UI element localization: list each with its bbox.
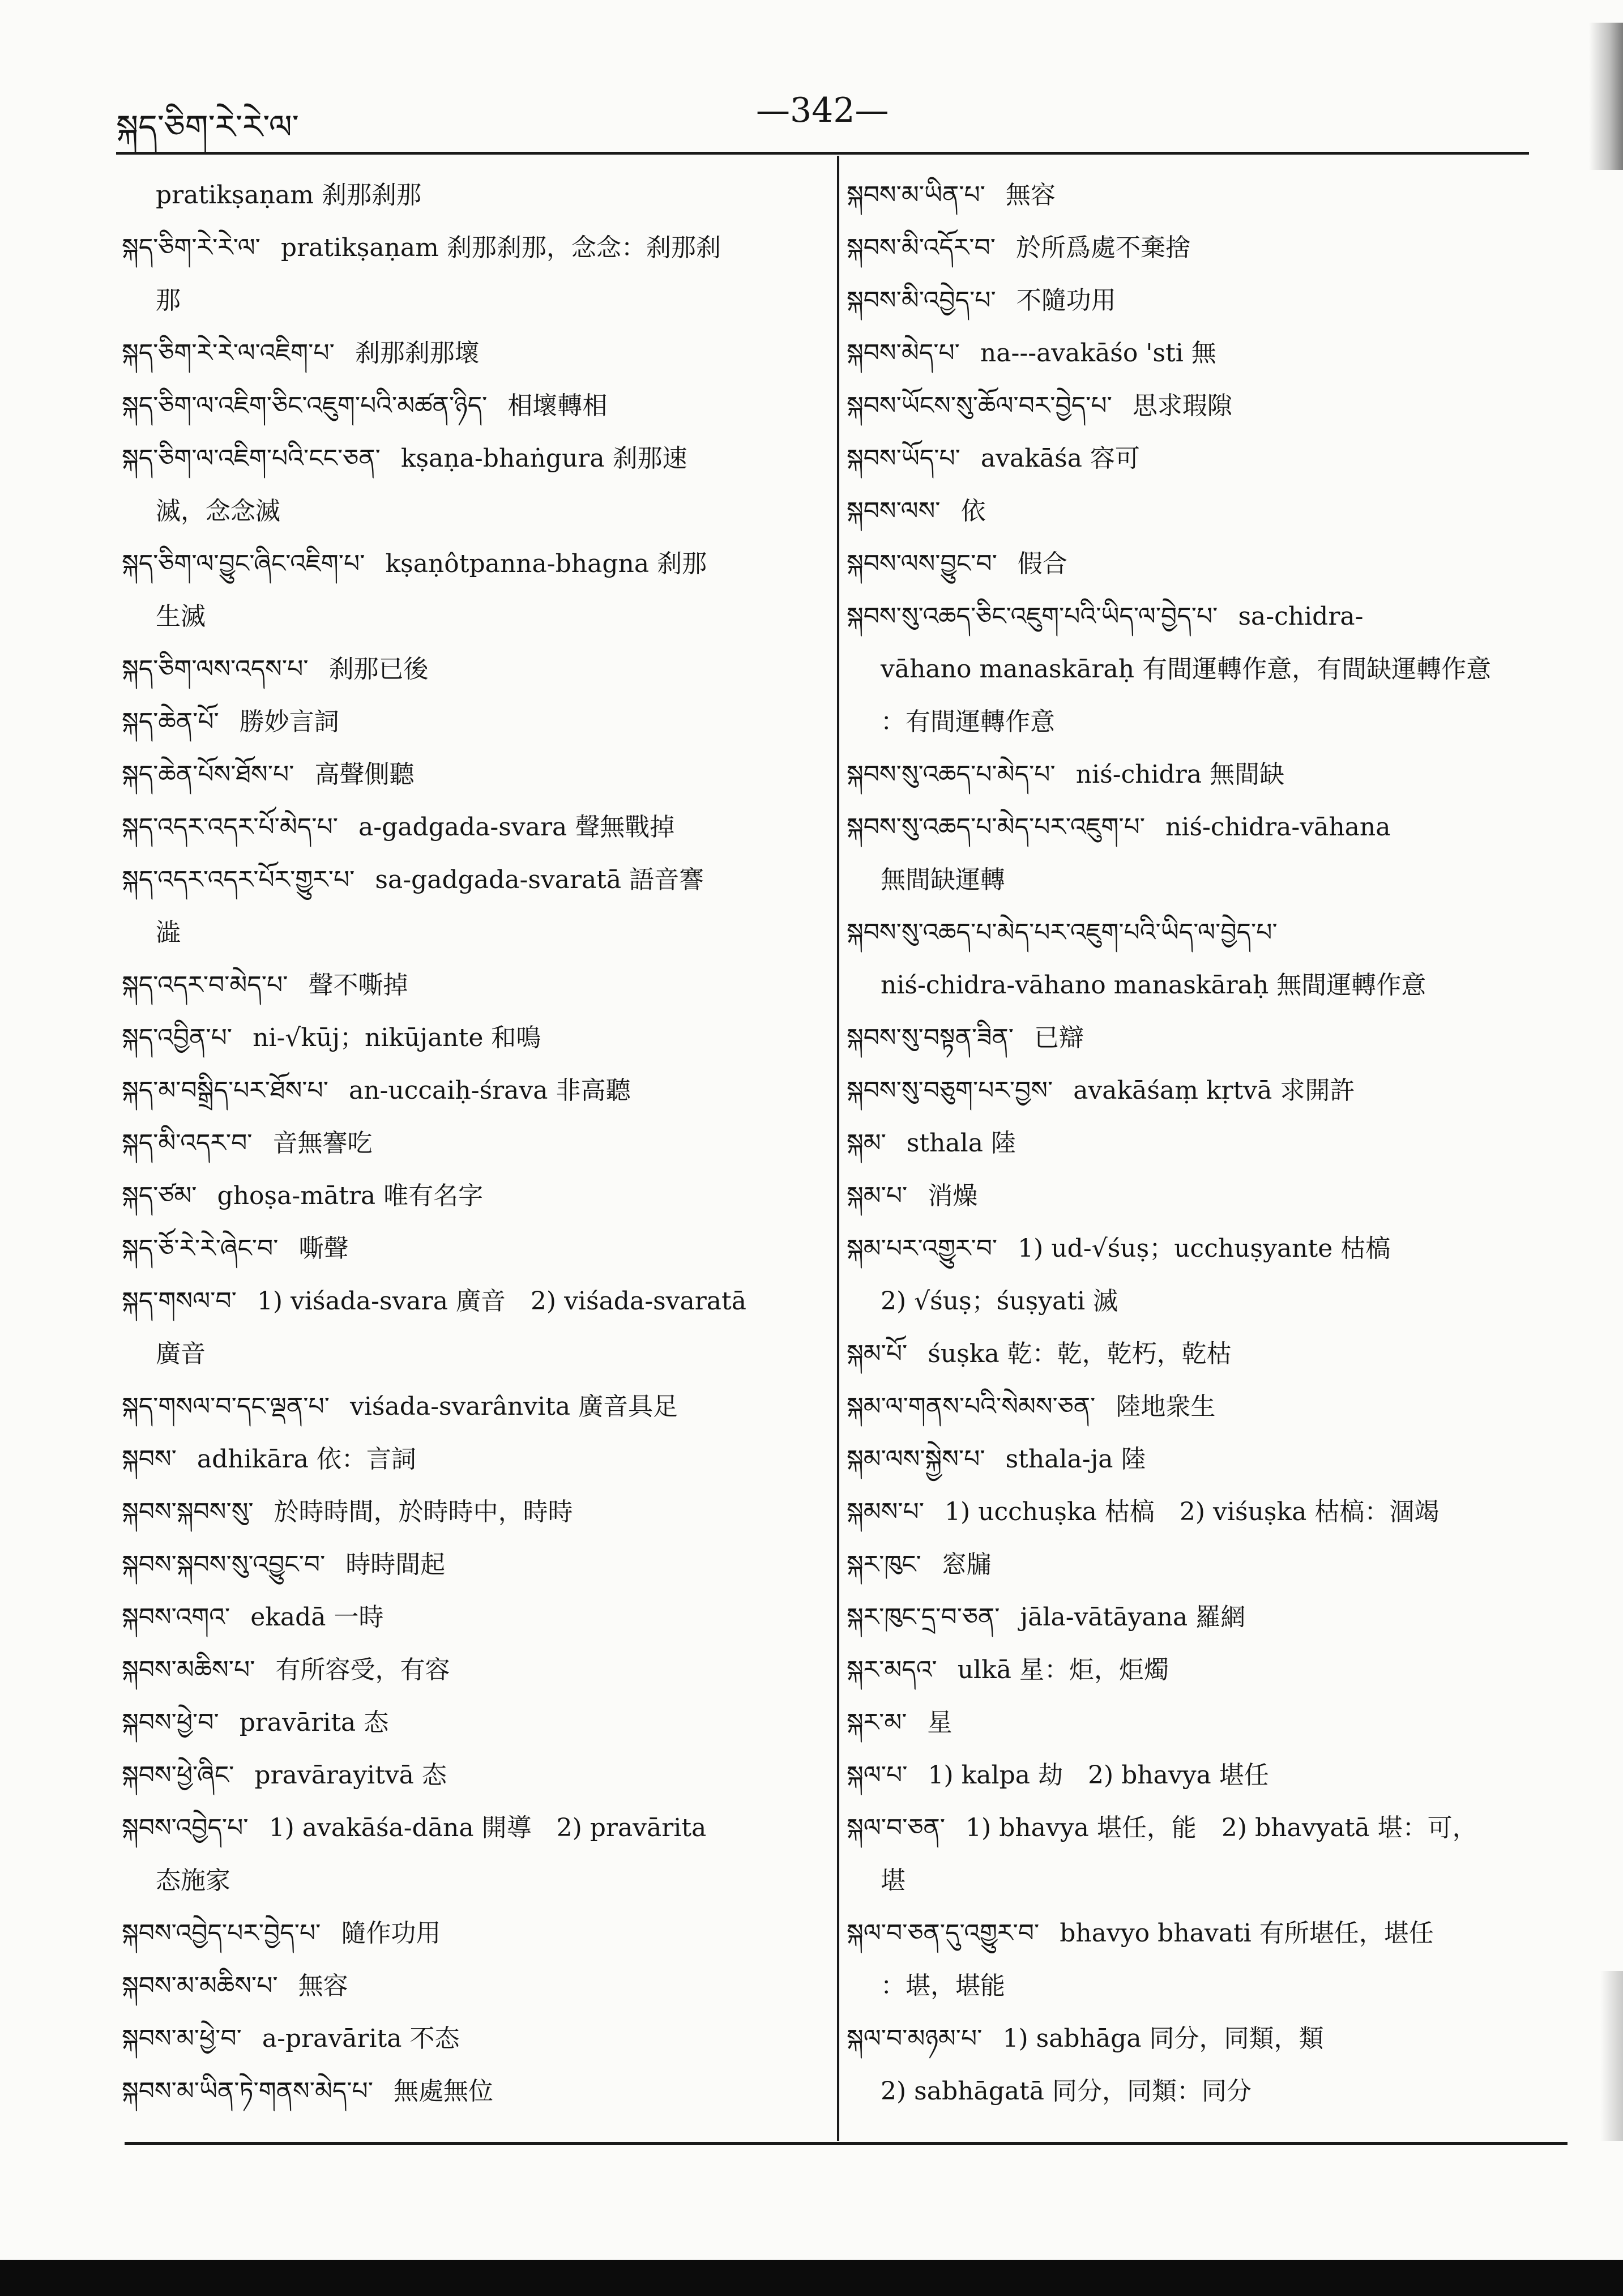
entry-translation: pravārita 态 — [239, 1708, 389, 1737]
entry-translation: 嘶聲 — [298, 1234, 349, 1263]
entry-translation: 相壞轉相 — [507, 391, 608, 420]
entry-translation: kṣaṇôtpanna-bhagna 刹那 — [385, 549, 707, 578]
entry-translation: ：堪，堪能 — [881, 1971, 1005, 2000]
tibetan-headword: སྐད་ཙམ་ — [122, 1181, 197, 1210]
tibetan-headword: སྐབས་སུ་འཆད་ཅིང་འཇུག་པའི་ཡིད་ལ་བྱེད་པ་ — [847, 602, 1218, 631]
tibetan-headword: སྐད་འདར་བ་མེད་པ་ — [122, 971, 288, 1000]
entry-translation: 於所爲處不棄捨 — [1015, 233, 1190, 262]
entry-translation: 已辯 — [1034, 1023, 1084, 1052]
entry-translation: 堪 — [881, 1866, 906, 1895]
entry-translation: 陸地衆生 — [1116, 1392, 1216, 1421]
entry-translation: 滅，念念滅 — [156, 497, 280, 526]
entry-translation: niś-chidra-vāhana — [1165, 813, 1391, 842]
tibetan-headword: སྐབས་མི་འདོར་བ་ — [847, 233, 996, 262]
entry-translation: bhavyo bhavati 有所堪任，堪任 — [1060, 1919, 1434, 1948]
dictionary-entry — [122, 1433, 827, 1486]
entry-translation: 1) viśada-svara 廣音 2) viśada-svaratā — [257, 1287, 746, 1316]
dictionary-entry — [847, 432, 1560, 485]
dictionary-entry — [122, 2012, 827, 2065]
tibetan-headword: སྐད་འདར་འདར་པོ་མེད་པ་ — [122, 813, 338, 842]
entry-translation: sthala-ja 陸 — [1005, 1445, 1146, 1474]
tibetan-headword: སྐམ་པོ་ — [847, 1339, 908, 1368]
dictionary-entry — [122, 1960, 827, 2012]
dictionary-entry — [122, 1117, 827, 1170]
tibetan-headword: སྐབས་ཕྱེ་ཞིང་ — [122, 1761, 234, 1790]
dictionary-entry — [847, 1538, 1560, 1591]
tibetan-headword: སྐམས་པ་ — [847, 1497, 924, 1526]
dictionary-entry — [847, 1644, 1560, 1696]
entry-continuation — [847, 2065, 1560, 2118]
entry-translation: 音無謇吃 — [272, 1129, 373, 1158]
column-divider — [837, 156, 839, 2141]
entry-translation: 态施家 — [156, 1866, 230, 1895]
tibetan-headword: སྐད་ཅིག་ལས་འདས་པ་ — [122, 655, 309, 684]
left-column — [122, 169, 827, 2118]
tibetan-headword: སྐད་ཅིག་ལ་བྱུང་ཞིང་འཇིག་པ་ — [122, 549, 365, 578]
dictionary-entry — [122, 2065, 827, 2118]
dictionary-entry — [847, 1696, 1560, 1749]
entry-translation: kṣaṇa-bhaṅgura 刹那速 — [400, 444, 687, 473]
entry-translation: a-gadgada-svara 聲無戰掉 — [358, 813, 675, 842]
dictionary-entry — [847, 169, 1560, 221]
tibetan-headword: སྐབས་ཡོངས་སུ་ཆོལ་བར་བྱེད་པ་ — [847, 391, 1112, 420]
entry-translation: na---avakāśo 'sti 無 — [980, 339, 1216, 368]
dictionary-entry — [122, 1012, 827, 1064]
entry-translation: 無處無位 — [394, 2077, 494, 2106]
dictionary-entry — [847, 1012, 1560, 1064]
entry-translation: avakāśa 容可 — [980, 444, 1140, 473]
tibetan-headword: སྐབས་འབྱེད་པར་བྱེད་པ་ — [122, 1919, 321, 1948]
entry-continuation — [847, 1960, 1560, 2012]
entry-translation: viśada-svarânvita 廣音具足 — [349, 1392, 678, 1421]
dictionary-entry — [847, 221, 1560, 274]
entry-translation: 思求瑕隙 — [1132, 391, 1232, 420]
tibetan-headword: སྐད་གསལ་བ་དང་ལྡན་པ་ — [122, 1392, 330, 1421]
entry-translation: an-uccaiḥ-śrava 非高聽 — [348, 1076, 631, 1105]
dictionary-entry — [122, 748, 827, 801]
entry-continuation — [122, 906, 827, 959]
entry-continuation — [847, 1275, 1560, 1328]
entry-translation: 1) ucchuṣka 枯槁 2) viśuṣka 枯槁：涸竭 — [944, 1497, 1440, 1526]
dictionary-entry — [122, 1222, 827, 1275]
tibetan-headword: སྐལ་བ་ཅན་དུ་འགྱུར་བ་ — [847, 1919, 1040, 1948]
dictionary-entry — [122, 1644, 827, 1696]
entry-translation: a-pravārita 不态 — [262, 2024, 460, 2053]
entry-translation: ekadā 一時 — [250, 1603, 384, 1632]
tibetan-headword: སྐར་མ་ — [847, 1708, 907, 1737]
entry-translation: 依 — [960, 497, 986, 526]
entry-translation: 勝妙言詞 — [239, 707, 339, 736]
tibetan-headword: སྐབས་མ་ཡིན་པ་ — [847, 181, 985, 210]
dictionary-entry — [847, 1380, 1560, 1433]
dictionary-entry — [122, 1170, 827, 1222]
entry-translation: avakāśaṃ kṛtvā 求開許 — [1073, 1076, 1355, 1105]
entry-continuation — [122, 1854, 827, 1907]
tibetan-headword: སྐད་འདར་འདར་པོར་གྱུར་པ་ — [122, 865, 355, 894]
tibetan-headword: སྐལ་བ་མཉམ་པ་ — [847, 2024, 983, 2053]
entry-translation: pratikṣaṇam 刹那刹那，念念：刹那刹 — [280, 233, 721, 262]
tibetan-headword: སྐད་མ་བསྒྲིད་པར་ཐོས་པ་ — [122, 1076, 328, 1105]
entry-translation: 假合 — [1017, 549, 1067, 578]
entry-translation: 1) avakāśa-dāna 開導 2) pravārita — [268, 1813, 707, 1842]
entry-translation: sthala 陸 — [906, 1129, 1016, 1158]
dictionary-entry — [847, 537, 1560, 590]
entry-translation: ulkā 星：炬，炬燭 — [957, 1655, 1169, 1684]
tibetan-headword: སྐམ་ — [847, 1129, 886, 1158]
dictionary-entry — [847, 274, 1560, 327]
entry-translation: 2) √śuṣ；śuṣyati 滅 — [881, 1287, 1118, 1316]
entry-translation: adhikāra 依：言詞 — [197, 1445, 416, 1474]
dictionary-entry — [122, 695, 827, 748]
tibetan-headword: སྐབས་མ་མཆིས་པ་ — [122, 1971, 278, 2000]
dictionary-entry — [847, 1749, 1560, 1802]
dictionary-entry — [847, 1170, 1560, 1222]
dictionary-entry — [122, 1749, 827, 1802]
tibetan-headword: སྐབས་སུ་བསྟན་ཟིན་ — [847, 1023, 1014, 1052]
entry-continuation — [847, 643, 1560, 695]
dictionary-entry — [847, 1907, 1560, 1960]
entry-translation: 不隨功用 — [1016, 286, 1116, 315]
tibetan-headword: སྐད་ཅིག་ལ་འཇིག་པའི་ངང་ཅན་ — [122, 444, 381, 473]
tibetan-headword: སྐལ་བ་ཅན་ — [847, 1813, 946, 1842]
tibetan-headword: སྐད་ཆེན་པོ་ — [122, 707, 219, 736]
entry-translation: 消燥 — [928, 1181, 978, 1210]
tibetan-headword: སྐར་ཁུང་ — [847, 1550, 921, 1579]
entry-translation: 於時時間，於時時中，時時 — [274, 1497, 573, 1526]
entry-translation: 1) kalpa 劫 2) bhavya 堪任 — [928, 1761, 1269, 1790]
entry-continuation — [122, 590, 827, 643]
dictionary-entry — [847, 485, 1560, 537]
entry-translation: 無容 — [1005, 181, 1056, 210]
tibetan-headword: སྐབས་སྐབས་སུ་འབྱུང་བ་ — [122, 1550, 326, 1579]
entry-translation: 聲不嘶掉 — [308, 971, 408, 1000]
tibetan-headword: སྐབས་སུ་འཆད་པ་མེད་པ་ — [847, 760, 1056, 789]
entry-translation: 廣音 — [156, 1339, 206, 1368]
dictionary-entry — [847, 1328, 1560, 1380]
tibetan-headword: སྐད་ཆེན་པོས་ཐོས་པ་ — [122, 760, 294, 789]
tibetan-headword: སྐར་མདའ་ — [847, 1655, 937, 1684]
entry-translation: ghoṣa-mātra 唯有名字 — [217, 1181, 484, 1210]
entry-translation: 有所容受，有容 — [275, 1655, 450, 1684]
entry-translation: 無間缺運轉 — [881, 865, 1005, 894]
tibetan-headword: སྐབས་ཕྱེ་བ་ — [122, 1708, 219, 1737]
top-rule — [116, 152, 1529, 155]
dictionary-entry — [847, 906, 1560, 959]
entry-translation: 刹那已後 — [328, 655, 429, 684]
dictionary-entry — [122, 1907, 827, 1960]
dictionary-entry — [847, 590, 1560, 643]
dictionary-entry — [847, 1222, 1560, 1275]
dictionary-entry — [122, 327, 827, 379]
dictionary-entry — [847, 801, 1560, 853]
entry-translation: niś-chidra 無間缺 — [1075, 760, 1285, 789]
tibetan-headword: སྐབས་མ་ཕྱེ་བ་ — [122, 2024, 242, 2053]
entry-translation: 1) ud-√śuṣ；ucchuṣyante 枯槁 — [1018, 1234, 1391, 1263]
dictionary-entry — [847, 327, 1560, 379]
entry-translation: 那 — [156, 286, 181, 315]
dictionary-entry — [847, 1802, 1560, 1854]
tibetan-headword: སྐབས་སུ་འཆད་པ་མེད་པར་འཇུག་པའི་ཡིད་ལ་བྱེད་པ་ — [847, 918, 1278, 947]
tibetan-headword: སྐད་འབྱིན་པ་ — [122, 1023, 233, 1052]
entry-translation: 窓牖 — [941, 1550, 992, 1579]
dictionary-entry — [847, 1486, 1560, 1538]
entry-translation: sa-chidra- — [1238, 602, 1364, 631]
entry-translation: niś-chidra-vāhano manaskāraḥ 無間運轉作意 — [881, 971, 1426, 1000]
entry-continuation — [847, 959, 1560, 1012]
tibetan-headword: སྐབས་ལས་བྱུང་བ་ — [847, 549, 997, 578]
tibetan-headword: སྐམ་ལས་སྐྱེས་པ་ — [847, 1445, 985, 1474]
scan-bottom-bar — [0, 2260, 1623, 2296]
entry-translation: 1) sabhāga 同分，同類，類 — [1002, 2024, 1324, 2053]
tibetan-headword: སྐབས་མ་ཡིན་ཏེ་གནས་མེད་པ་ — [122, 2077, 374, 2106]
tibetan-headword: སྐབས་མཆིས་པ་ — [122, 1655, 255, 1684]
entry-translation: sa-gadgada-svaratā 語音謇 — [375, 865, 704, 894]
dictionary-entry — [122, 1380, 827, 1433]
entry-continuation — [122, 1328, 827, 1380]
dictionary-entry — [847, 1064, 1560, 1117]
tibetan-headword: སྐད་ཅིག་རེ་རེ་ལ་ — [122, 233, 260, 262]
tibetan-headword: སྐབས་སུ་བཅུག་པར་བྱས་ — [847, 1076, 1053, 1105]
dictionary-entry — [847, 1433, 1560, 1486]
tibetan-headword: སྐབས་ལས་ — [847, 497, 941, 526]
entry-translation: jāla-vātāyana 羅網 — [1020, 1603, 1246, 1632]
dictionary-entry — [122, 801, 827, 853]
entry-translation: 隨作功用 — [341, 1919, 441, 1948]
tibetan-headword: སྐལ་པ་ — [847, 1761, 908, 1790]
entry-translation: śuṣka 乾：乾，乾朽，乾枯 — [928, 1339, 1232, 1368]
entry-continuation — [122, 169, 827, 221]
right-column — [847, 169, 1560, 2118]
tibetan-headword: སྐམ་པར་འགྱུར་བ་ — [847, 1234, 998, 1263]
dictionary-entry — [122, 1538, 827, 1591]
dictionary-entry — [122, 537, 827, 590]
dictionary-entry — [122, 379, 827, 432]
dictionary-entry — [122, 1486, 827, 1538]
dictionary-entry — [122, 1064, 827, 1117]
tibetan-headword: སྐད་ཅིག་ལ་འཇིག་ཅིང་འཇུག་པའི་མཚན་ཉིད་ — [122, 391, 488, 420]
tibetan-headword: སྐད་གསལ་བ་ — [122, 1287, 237, 1316]
bottom-rule — [125, 2142, 1568, 2145]
tibetan-headword: སྐད་ཅོ་རེ་རེ་ཞེང་བ་ — [122, 1234, 279, 1263]
running-header: སྐད་ཅིག་རེ་རེ་ལ་ — [116, 108, 299, 146]
tibetan-headword: སྐབས་སྐབས་སུ་ — [122, 1497, 254, 1526]
scan-edge-shadow-lower — [1600, 1971, 1623, 2141]
entry-translation: 2) sabhāgatā 同分，同類：同分 — [881, 2077, 1252, 2106]
entry-translation: ：有間運轉作意 — [881, 707, 1055, 736]
entry-continuation — [847, 853, 1560, 906]
tibetan-headword: སྐབས་མེད་པ་ — [847, 339, 960, 368]
dictionary-entry — [847, 2012, 1560, 2065]
dictionary-entry — [847, 1591, 1560, 1644]
tibetan-headword: སྐད་ཅིག་རེ་རེ་ལ་འཇིག་པ་ — [122, 339, 335, 368]
tibetan-headword: སྐབས་ཡོད་པ་ — [847, 444, 960, 473]
entry-translation: 高聲側聽 — [314, 760, 415, 789]
tibetan-headword: སྐབས་འབྱེད་པ་ — [122, 1813, 249, 1842]
entry-continuation — [122, 274, 827, 327]
entry-translation: 星 — [927, 1708, 953, 1737]
dictionary-entry — [122, 853, 827, 906]
dictionary-entry — [122, 432, 827, 485]
dictionary-entry — [847, 748, 1560, 801]
entry-translation: 1) bhavya 堪任，能 2) bhavyatā 堪：可， — [966, 1813, 1477, 1842]
dictionary-entry — [122, 643, 827, 695]
tibetan-headword: སྐད་མི་འདར་བ་ — [122, 1129, 253, 1158]
entry-continuation — [847, 695, 1560, 748]
tibetan-headword: སྐམ་པ་ — [847, 1181, 908, 1210]
entry-translation: 無容 — [298, 1971, 348, 2000]
dictionary-entry — [122, 1275, 827, 1328]
entry-translation: ni-√kūj；nikūjante 和鳴 — [253, 1023, 541, 1052]
tibetan-headword: སྐམ་ལ་གནས་པའི་སེམས་ཅན་ — [847, 1392, 1096, 1421]
entry-translation: pratikṣaṇam 刹那刹那 — [156, 181, 421, 210]
entry-translation: pravārayitvā 态 — [254, 1761, 447, 1790]
entry-translation: 澁 — [156, 918, 181, 947]
tibetan-headword: སྐབས་སུ་འཆད་པ་མེད་པར་འཇུག་པ་ — [847, 813, 1146, 842]
dictionary-entry — [122, 1802, 827, 1854]
tibetan-headword: སྐར་ཁུང་དྲ་བ་ཅན་ — [847, 1603, 1000, 1632]
entry-translation: 生滅 — [156, 602, 206, 631]
scan-edge-shadow — [1589, 23, 1623, 170]
dictionary-entry — [122, 1591, 827, 1644]
entry-continuation — [847, 1854, 1560, 1907]
dictionary-entry — [847, 1117, 1560, 1170]
dictionary-entry — [122, 1696, 827, 1749]
entry-continuation — [122, 485, 827, 537]
entry-translation: 時時間起 — [345, 1550, 446, 1579]
tibetan-headword: སྐབས་ — [122, 1445, 177, 1474]
tibetan-headword: སྐབས་འགའ་ — [122, 1603, 230, 1632]
tibetan-headword: སྐབས་མི་འབྱེད་པ་ — [847, 286, 996, 315]
entry-translation: vāhano manaskāraḥ 有間運轉作意，有間缺運轉作意 — [881, 655, 1492, 684]
entry-translation: 刹那刹那壞 — [355, 339, 480, 368]
page-number: —342— — [756, 91, 889, 130]
dictionary-entry — [847, 379, 1560, 432]
dictionary-entry — [122, 221, 827, 274]
dictionary-entry — [122, 959, 827, 1012]
